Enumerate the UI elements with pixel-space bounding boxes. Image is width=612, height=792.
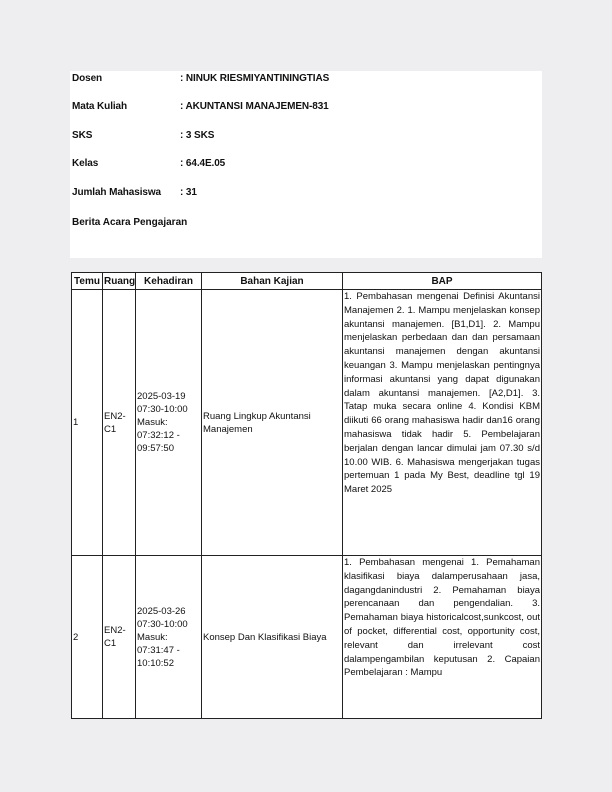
bahan-kajian-cell: Ruang Lingkup Akuntansi Manajemen	[202, 290, 343, 556]
kehadiran-date: 2025-03-26	[137, 605, 186, 617]
sks-value: : 3 SKS	[180, 130, 215, 141]
kelas-value: : 64.4E.05	[180, 158, 226, 169]
kehadiran-masuk-time: 07:32:12 -	[137, 430, 180, 441]
kehadiran-time: 07:30-10:00	[137, 404, 188, 415]
ruang-cell: EN2-C1	[103, 290, 136, 556]
bap-cell-wrapper	[343, 556, 542, 719]
header-bap: BAP	[343, 273, 542, 290]
berita-acara-title: Berita Acara Pengajaran	[72, 217, 188, 228]
kehadiran-masuk-time: 07:31:47 -	[137, 644, 180, 656]
kehadiran-masuk-label: Masuk:	[137, 631, 168, 643]
dosen-value: : NINUK RIESMIYANTININGTIAS	[180, 73, 330, 84]
kehadiran-keluar-time: 10:10:52	[137, 657, 174, 669]
bap-table	[71, 272, 542, 719]
bap-cell: 1. Pembahasan mengenai 1. Pemahaman klasifikasi biaya dalamperusahaan jasa, dagangdanindustri 2. Pemahaman biaya perencanaan dan pengendalian. 3. Pemahaman biaya historicalcost,sunkcost, out of pocket, differential cost, opportunity cost, relevant dan irrelevant cost dalampengambilan keputusan 2. Capaian Pembelajaran : Mampu	[344, 557, 540, 679]
kelas-label: Kelas	[72, 158, 99, 169]
kehadiran-masuk-label: Masuk:	[137, 417, 168, 428]
table-row	[72, 556, 542, 719]
header-temu: Temu	[72, 273, 103, 290]
dosen-label: Dosen	[72, 73, 103, 84]
header-kehadiran: Kehadiran	[136, 273, 202, 290]
table-header-row	[72, 273, 542, 290]
mata-kuliah-value: : AKUNTANSI MANAJEMEN-831	[180, 101, 329, 112]
temu-cell: 2	[72, 556, 103, 719]
header-bahan-kajian: Bahan Kajian	[202, 273, 343, 290]
kehadiran-keluar-time: 09:57:50	[137, 443, 174, 454]
jumlah-mahasiswa-value: : 31	[180, 187, 197, 198]
kehadiran-cell	[136, 556, 202, 719]
sks-label: SKS	[72, 130, 93, 141]
header-ruang: Ruang	[103, 273, 136, 290]
mata-kuliah-label: Mata Kuliah	[72, 101, 128, 112]
kehadiran-date: 2025-03-19	[137, 391, 186, 402]
temu-cell: 1	[72, 290, 103, 556]
course-info-panel	[70, 71, 542, 258]
bahan-kajian-cell: Konsep Dan Klasifikasi Biaya	[202, 556, 343, 719]
ruang-cell: EN2-C1	[103, 556, 136, 719]
jumlah-mahasiswa-label: Jumlah Mahasiswa	[72, 187, 161, 198]
kehadiran-time: 07:30-10:00	[137, 618, 188, 630]
table-row	[72, 290, 542, 556]
kehadiran-cell	[136, 290, 202, 556]
bap-cell: 1. Pembahasan mengenai Definisi Akuntansi Manajemen 2. 1. Mampu menjelaskan konsep akuntansi manajemen. [B1,D1]. 2. Mampu menjelaskan perbedaan dan dan persamaan akuntansi manajemen dengan akuntansi keuangan 3. Mampu menjelaskan pentingnya informasi akuntansi yang dapat digunakan dalam akuntansi manajemen. [A2,D1]. 3. Tatap muka secara online 4. Kondisi KBM diikuti 66 orang mahasiswa hadir dan16 orang mahasiswa tidak hadir 5. Pembelajaran berjalan dengan lancar dimulai jam 07.30 s/d 10.00 WIB. 6. Mahasiswa mengerjakan tugas pertemuan 1 pada My Best, deadline tgl 19 Maret 2025	[343, 290, 542, 556]
